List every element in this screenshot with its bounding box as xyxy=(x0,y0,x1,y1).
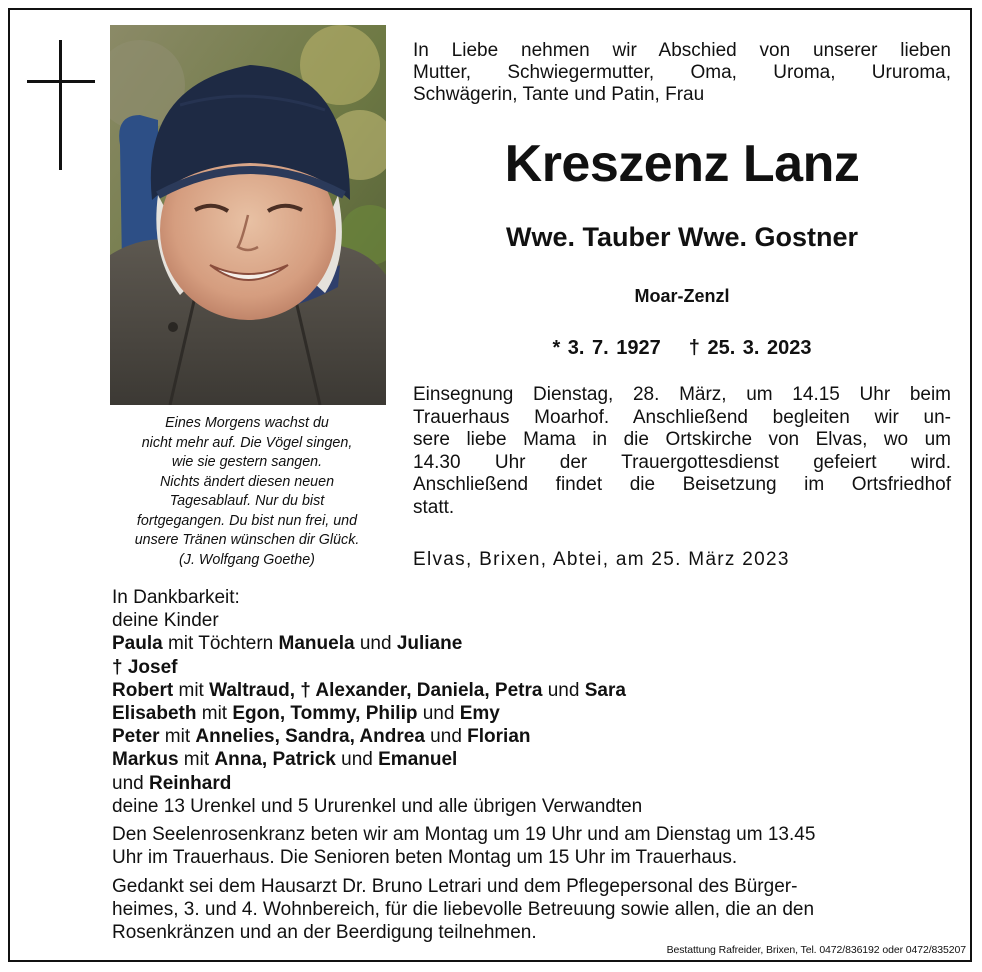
nickname: Moar-Zenzl xyxy=(634,286,730,306)
funeral-service-text xyxy=(413,384,951,519)
mourners-list xyxy=(112,586,952,818)
rosary-text xyxy=(112,824,952,870)
family-row: † Josef xyxy=(112,656,178,678)
children-label: deine Kinder xyxy=(112,610,219,632)
quote-line: Nichts ändert diesen neuen xyxy=(159,473,335,490)
gratitude-line: heimes, 3. und 4. Wohnbereich, für die liebevolle Betreuung sowie allen, die an den xyxy=(112,898,815,920)
gratitude-line: Gedankt sei dem Hausarzt Dr. Bruno Letrari und dem Pflegepersonal des Bürger- xyxy=(112,876,798,897)
rosary-line: Den Seelenrosenkranz beten wir am Montag um 19 Uhr und am Dienstag um 13.45 xyxy=(112,824,816,845)
service-line: 14.30 Uhr der Trauergottesdienst gefeiert wird. xyxy=(413,451,951,473)
place-and-date: Elvas, Brixen, Abtei, am 25. März 2023 xyxy=(413,549,790,570)
intro-line: Mutter, Schwiegermutter, Oma, Uroma, Ururoma, xyxy=(413,62,951,83)
quote-line: Tagesablauf. Nur du bist xyxy=(169,493,325,509)
gratitude-text xyxy=(112,876,952,944)
service-line: Einsegnung Dienstag, 28. März, um 14.15 Uhr beim xyxy=(413,384,951,405)
life-dates xyxy=(413,335,951,361)
intro-text xyxy=(413,40,951,106)
cross-icon-bar xyxy=(27,80,95,83)
service-line: sere liebe Mama in die Ortskirche von Elvas, wo um xyxy=(413,429,951,450)
rosary-line: Uhr im Trauerhaus. Die Senioren beten Montag um 15 Uhr im Trauerhaus. xyxy=(112,846,738,868)
service-line: statt. xyxy=(413,496,455,518)
gratitude-line: Rosenkränzen und an der Beerdigung teilnehmen. xyxy=(112,921,537,943)
birth-date: * 3. 7. 1927 xyxy=(552,337,661,359)
quote-line: wie sie gestern sangen. xyxy=(171,454,323,470)
service-line: Anschließend findet die Beisetzung im Ortsfriedhof xyxy=(413,474,951,495)
quote-line: Eines Morgens wachst du xyxy=(165,415,329,431)
cross-icon xyxy=(59,40,62,170)
deceased-name: Kreszenz Lanz xyxy=(504,135,860,193)
funeral-home-contact: Bestattung Rafreider, Brixen, Tel. 0472/836192 oder 0472/835207 xyxy=(666,944,966,956)
widow-names: Wwe. Tauber Wwe. Gostner xyxy=(505,222,859,252)
intro-line: Schwägerin, Tante und Patin, Frau xyxy=(413,84,705,105)
intro-line: In Liebe nehmen wir Abschied von unserer lieben xyxy=(413,40,951,61)
thanks-heading: In Dankbarkeit: xyxy=(112,587,240,608)
family-row: Markus mit Anna, Patrick und Emanuel xyxy=(112,749,458,771)
family-row: Paula mit Töchtern Manuela und Juliane xyxy=(112,633,463,655)
poem-quote xyxy=(104,414,390,570)
quote-line: unsere Tränen wünschen dir Glück. xyxy=(134,532,360,548)
family-row: und Reinhard xyxy=(112,772,232,794)
relatives-closing: deine 13 Urenkel und 5 Ururenkel und alle übrigen Verwandten xyxy=(112,795,643,817)
death-date: † 25. 3. 2023 xyxy=(688,337,812,359)
family-row: Elisabeth mit Egon, Tommy, Philip und Emy xyxy=(112,703,500,725)
family-row: Robert mit Waltraud, † Alexander, Daniela, Petra und Sara xyxy=(112,679,626,701)
quote-author: (J. Wolfgang Goethe) xyxy=(179,551,315,568)
service-line: Trauerhaus Moarhof. Anschließend begleiten wir un- xyxy=(413,406,951,428)
family-row: Peter mit Annelies, Sandra, Andrea und Florian xyxy=(112,726,531,748)
quote-line: nicht mehr auf. Die Vögel singen, xyxy=(141,434,353,451)
quote-line: fortgegangen. Du bist nun frei, und xyxy=(136,512,358,529)
portrait-photo xyxy=(110,25,386,405)
